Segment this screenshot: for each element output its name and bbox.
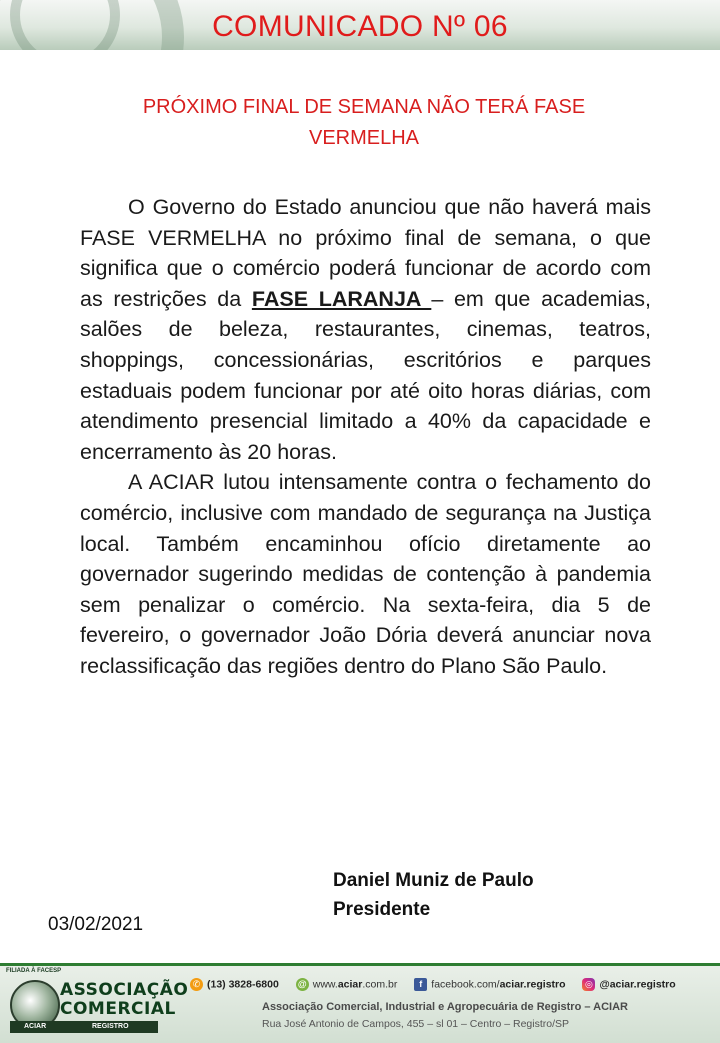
contact-phone bbox=[190, 978, 279, 991]
paragraph-1 bbox=[80, 192, 651, 467]
contact-instagram[interactable] bbox=[582, 978, 675, 991]
facebook-prefix: facebook.com/ bbox=[431, 978, 500, 991]
logo-text-line-1: ASSOCIAÇÃO bbox=[60, 980, 189, 1000]
footer bbox=[0, 963, 720, 1043]
org-address: Rua José Antonio de Campos, 455 – sl 01 – Centro – Registro/SP bbox=[262, 1018, 570, 1030]
signature-role: Presidente bbox=[333, 899, 431, 920]
contact-website[interactable] bbox=[296, 978, 398, 991]
logo-bar bbox=[10, 1021, 158, 1033]
subtitle-line-1: PRÓXIMO FINAL DE SEMANA NÃO TERÁ FASE bbox=[142, 96, 586, 118]
subtitle-line-2: VERMELHA bbox=[308, 127, 420, 149]
logo-bar-right: REGISTRO bbox=[92, 1023, 129, 1030]
contact-facebook[interactable] bbox=[414, 978, 565, 991]
website-suffix: .com.br bbox=[362, 978, 398, 991]
document-subtitle bbox=[80, 92, 648, 154]
org-name: Associação Comercial, Industrial e Agropecuária de Registro – ACIAR bbox=[262, 1001, 628, 1013]
aciar-logo bbox=[6, 968, 189, 1036]
facebook-icon: f bbox=[414, 978, 427, 991]
instagram-icon: ◎ bbox=[582, 978, 595, 991]
instagram-handle: @aciar.registro bbox=[599, 978, 676, 991]
body-text bbox=[80, 192, 651, 682]
phone-icon: ✆ bbox=[190, 978, 203, 991]
facebook-handle: aciar.registro bbox=[499, 978, 566, 991]
document-title: COMUNICADO Nº 06 bbox=[212, 10, 508, 43]
header-band bbox=[0, 0, 720, 50]
paragraph-2: A ACIAR lutou intensamente contra o fechamento do comércio, inclusive com mandado de segurança na Justiça local. Também encaminhou ofício diretamente ao governador sugerindo medidas de contenção à pandemia sem penalizar o comércio. Na sexta-feira, dia 5 de fevereiro, o governador João Dória deverá anunciar nova reclassificação das regiões dentro do Plano São Paulo. bbox=[80, 470, 651, 678]
signature-block bbox=[333, 866, 534, 924]
signature-name: Daniel Muniz de Paulo bbox=[333, 870, 534, 891]
contact-row bbox=[190, 978, 690, 991]
logo-bar-left: ACIAR bbox=[24, 1023, 47, 1030]
paragraph-1-start: O Governo do Estado anunciou que não haverá mais FASE VERMELHA no próximo final de semana, o que significa que o comércio poderá funcionar de acordo com as restrições da bbox=[80, 195, 651, 311]
paragraph-1-end: – em que academias, salões de beleza, restaurantes, cinemas, teatros, shoppings, concessionárias, escritórios e parques estaduais podem funcionar por até oito horas diárias, com atendimento presencial limitado a 40% da capacidade e encerramento às 20 horas. bbox=[80, 286, 652, 464]
logo-affiliation: FILIADA À FACESP bbox=[6, 968, 62, 974]
website-prefix: www. bbox=[312, 978, 338, 991]
website-domain: aciar bbox=[337, 978, 363, 991]
logo-text-line-2: COMERCIAL bbox=[60, 999, 176, 1019]
fase-laranja-highlight: FASE LARANJA bbox=[251, 286, 432, 311]
document-date: 03/02/2021 bbox=[48, 914, 144, 935]
phone-number: (13) 3828-6800 bbox=[207, 978, 279, 991]
web-icon: @ bbox=[296, 978, 309, 991]
